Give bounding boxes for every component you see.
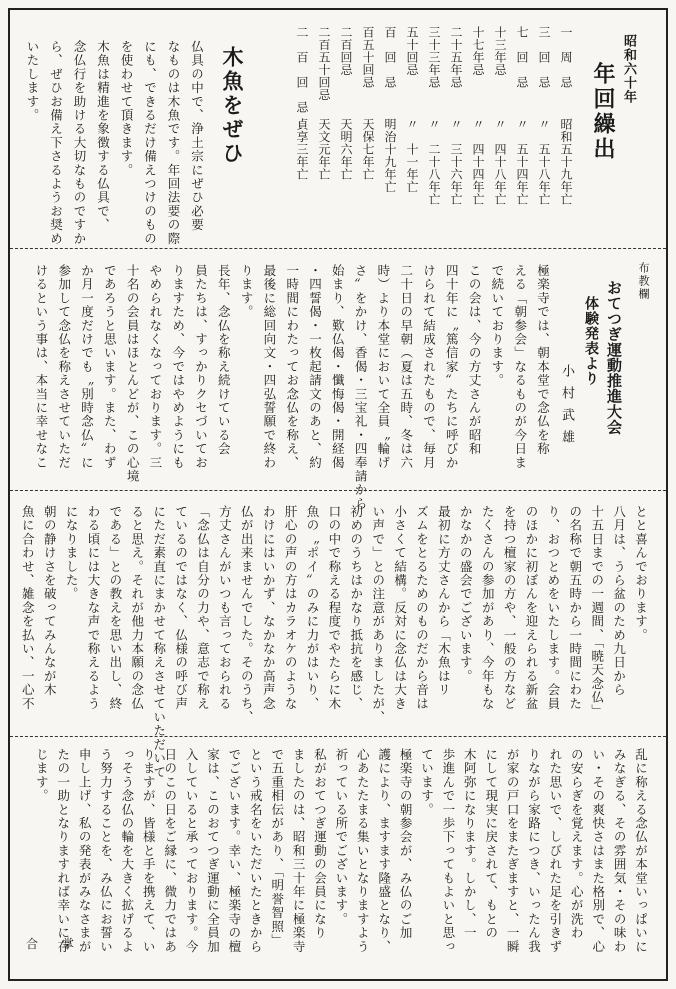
nenki-date: 〃 五十四年亡 (515, 118, 529, 206)
nenki-date: 〃 四十四年亡 (471, 118, 485, 206)
s2-line: 員たちは、すっかりクセづいてお (193, 264, 209, 470)
s2-line: やめられなくなっております。三 (147, 264, 163, 470)
mokugyo-line: なものは木魚です。年回法要の際 (166, 40, 181, 246)
nenki-kaiki: 二百五十回忌 (317, 26, 331, 101)
s2-line: える「朝参会」なるものが今日ま (512, 264, 528, 470)
fukyo-subtitle: 体験発表より (583, 296, 599, 386)
nenki-date: 〃 十一年亡 (405, 118, 419, 193)
s3-line: を持つ檀家の方や、一般の方など (502, 505, 518, 711)
s3-line: たくさんの参加があり、今年もな (480, 505, 496, 711)
s3-line: 十五日までの一週間、「暁天念仏」 (589, 505, 605, 718)
mokugyo-line: ら、ぜひお備え下さるようお奨め (48, 40, 64, 246)
s4-line: 私がおてつぎ運動の会員になり (312, 748, 328, 940)
s2-line: 長年、念仏を称え続けている会 (216, 264, 232, 456)
s3-line: 魚の〝ポイ〟のみに力がはいり、 (305, 505, 320, 711)
nenki-era: 昭和六十年 (621, 34, 636, 104)
s4-line: 木阿弥になります。しかし、一 (462, 748, 478, 940)
nenki-kaiki: 二 百 回 忌 (295, 26, 309, 114)
mokugyo-line: 仏具の中で、浄土宗にぜひ必要 (189, 40, 205, 232)
s4-line: という戒名をいただいたときから (248, 748, 264, 954)
nenki-kaiki: 三十三年忌 (427, 26, 441, 89)
mokugyo-line: 木魚は精進を象徴する仏具で、 (95, 40, 111, 232)
s2-line: けるという事は、本当に幸せなこ (33, 264, 49, 470)
s2-line: ・四誓偈・一枚起請文のあと、約 (307, 264, 323, 470)
s3-line: 最初に方丈さんから「木魚はリ (436, 505, 452, 697)
s4-line: の安らぎを覚えます。心が洗わ (569, 748, 585, 940)
closing-gassho: 合 掌 (26, 937, 81, 951)
mokugyo-line: にも、できるだけ備えつけのもの (142, 40, 158, 246)
s4-line: っそう念仏の輪を大きく拡げるよ (119, 748, 135, 954)
nenki-kaiki: 二百回忌 (339, 26, 353, 76)
s3-line: にただ素直にまかせて称えさせていただいて (151, 505, 167, 779)
fukyo-title: おてつぎ運動推進大会 (605, 280, 623, 435)
s2-line: 始まり、歎仏偈・懺悔偈・開経偈 (330, 264, 346, 470)
s2-line: 十名の会員はほとんどが、この心境 (125, 264, 141, 484)
s2-line: であろうと思います。また、わず (102, 264, 118, 470)
s2-line: けられて結成されたもので、毎月 (421, 264, 437, 470)
s2-line: で続いております。 (489, 264, 505, 388)
s4-line: が家の戸口をまたぎますと、一瞬 (505, 748, 521, 954)
s4-line: ています。 (419, 748, 435, 817)
s3-line: 「念仏は自分の力や、意志で称え (195, 505, 211, 711)
s2-line: 四十年に〝篤信家〟たちに呼びか (444, 264, 460, 470)
s4-line: りますが、皆様と手を携えて、い (141, 748, 157, 954)
s4-line: 入していると承っております。今 (184, 748, 200, 954)
s4-line: れた思いで、しびれた足を引きず (547, 748, 563, 954)
s3-line: ズムをとるためのものだから音は (414, 505, 430, 711)
s4-line: にして現実に戻されて、もとの (483, 748, 499, 940)
s4-line: い・その爽快さはまた格別で、心 (590, 748, 606, 954)
s4-line: 祈っている所でございます。 (333, 748, 349, 927)
s4-line: う努力することを、み仏にお誓い (98, 748, 114, 954)
s4-line: でございます。幸い、極楽寺の檀 (226, 748, 242, 954)
s2-line: 極楽寺では、朝本堂で念仏を称 (535, 264, 551, 456)
s3-line: 仏が出来ませんでした。そのうち、 (239, 505, 255, 725)
section-divider (10, 490, 666, 491)
s4-line: 心あたたまる集いとなりますよう (355, 748, 371, 954)
s3-line: かなかの盛会でございます。 (458, 505, 474, 684)
s3-line: ると思え。それが他力本願の念仏 (129, 505, 145, 711)
section-divider (10, 248, 666, 249)
fukyo-column-label: 布教欄 (637, 262, 650, 301)
s3-line: である」との教えを思い出し、終 (107, 505, 123, 711)
s3-line: 小さくて結構。反対に念仏は大き (392, 505, 408, 711)
s4-line: 極楽寺の朝参会が、み仏のご加 (398, 748, 414, 940)
nenki-kaiki: 十三年忌 (493, 26, 507, 76)
nenki-date: 明治十九年亡 (383, 118, 397, 193)
s3-line: わけにはいかず、なかなか高声念 (261, 505, 277, 711)
s4-line: で五重相伝があり、「明誉智照」 (269, 748, 285, 948)
s3-line: 魚に合わせ、雑念を払い、一心不 (20, 505, 36, 711)
nenki-date: 昭和五十九年亡 (559, 118, 573, 206)
s4-line: りながら家路につき、いったん我 (526, 748, 542, 954)
s4-line: 乱に称える念仏が本堂いっぱいに (633, 748, 649, 954)
nenki-date: 〃 五十八年亡 (537, 118, 551, 206)
s4-line: たの一助となりますれば幸いに存 (55, 748, 71, 954)
nenki-kaiki: 百五十回忌 (361, 26, 375, 89)
mokugyo-title: 木魚をぜひ (220, 46, 245, 166)
s2-line: 二十日の早朝（夏は五時、冬は六 (398, 264, 414, 470)
s3-line: り、おつとめをいたします。会員 (545, 505, 561, 711)
s3-line: とと喜んでおります。 (633, 505, 649, 642)
nenki-title: 年回繰出 (590, 62, 616, 162)
s3-line: 初めのうちはかなり抵抗を感じ、 (348, 505, 364, 711)
s3-line: 八月は、うら盆のため九日から (611, 505, 627, 697)
nenki-kaiki: 十七年忌 (471, 26, 485, 76)
mokugyo-line: いたします。 (25, 40, 40, 123)
mokugyo-line: 念仏行を助ける大切なものですか (72, 40, 87, 246)
nenki-date: 天明六年亡 (339, 118, 353, 181)
s4-line: 歩進んで一歩下ってもよいと思っ (440, 748, 456, 954)
nenki-kaiki: 七 回 忌 (515, 26, 529, 89)
nenki-date: 〃 二十八年亡 (427, 118, 441, 206)
s2-line: か月一度だけでも〝別時念仏〟に (79, 264, 95, 470)
s3-line: 肝心の声の方はカラオケのような (283, 505, 299, 711)
s3-line: ているのではなく、仏様の呼び声 (173, 505, 189, 711)
s2-line: ります。 (239, 264, 255, 319)
s3-line: わる頃には大きな声で称えるよう (86, 505, 101, 711)
s3-line: のほかに初ぼんを迎えられる新盆 (524, 505, 539, 711)
s4-line: 申し上げ、私の発表がみなさまが (77, 748, 93, 954)
s3-line: 朝の静けさを破ってみんなが木 (42, 505, 58, 697)
s4-line: じます。 (34, 748, 50, 803)
s4-line: 日のこの日をご縁に、微力ではあ (162, 748, 178, 954)
s2-line: 最後に総回向文・四弘誓願で終わ (261, 264, 277, 470)
s2-line: 一時間にわたってお念仏を称え、 (284, 264, 300, 470)
mokugyo-line: を使わせて頂きます。 (119, 40, 134, 177)
nenki-kaiki: 五十回忌 (405, 26, 419, 76)
nenki-date: 貞享三年亡 (295, 118, 309, 181)
nenki-date: 〃 三十六年亡 (449, 118, 463, 206)
s3-line: 口の中で称える程度でやたらに木 (326, 505, 342, 711)
nenki-kaiki: 三 回 忌 (537, 26, 551, 89)
nenki-date: 〃 四十八年亡 (493, 118, 507, 206)
s4-line: 護により、ますます隆盛となり、 (376, 748, 392, 954)
s2-line: この会は、今の方丈さんが昭和 (467, 264, 483, 456)
s4-line: みなぎる、その雰囲気・その味わ (612, 748, 628, 954)
s3-line: になりました。 (64, 505, 80, 601)
s3-line: い声で」との注意がありましたが、 (370, 505, 386, 725)
s2-line: 参加して念仏を称えさせていただ (56, 264, 72, 470)
nenki-date: 天保七年亡 (361, 118, 375, 181)
nenki-kaiki: 百 回 忌 (383, 26, 397, 89)
s4-line: ましたのは、昭和三十年に極楽寺 (291, 748, 307, 954)
nenki-kaiki: 一 周 忌 (559, 26, 573, 89)
section-divider (10, 736, 666, 737)
s2-line: りますため、今ではやめようにも (170, 264, 186, 470)
s3-line: の名称で朝五時から一時間にわた (567, 505, 583, 711)
s3-line: 方丈さんがいつも言っておられる (217, 505, 233, 711)
nenki-kaiki: 二十五年忌 (449, 26, 463, 89)
s4-line: 家は、このおてつぎ運動に全員加 (205, 748, 221, 954)
s2-line: さ〟をかけ、香偈・三宝礼・四奉請から (353, 264, 369, 511)
nenki-date: 天文元年亡 (317, 118, 331, 181)
fukyo-author: 小村武雄 (559, 364, 574, 452)
s2-line: 時）より本堂において全員〝輪げ (375, 264, 391, 470)
